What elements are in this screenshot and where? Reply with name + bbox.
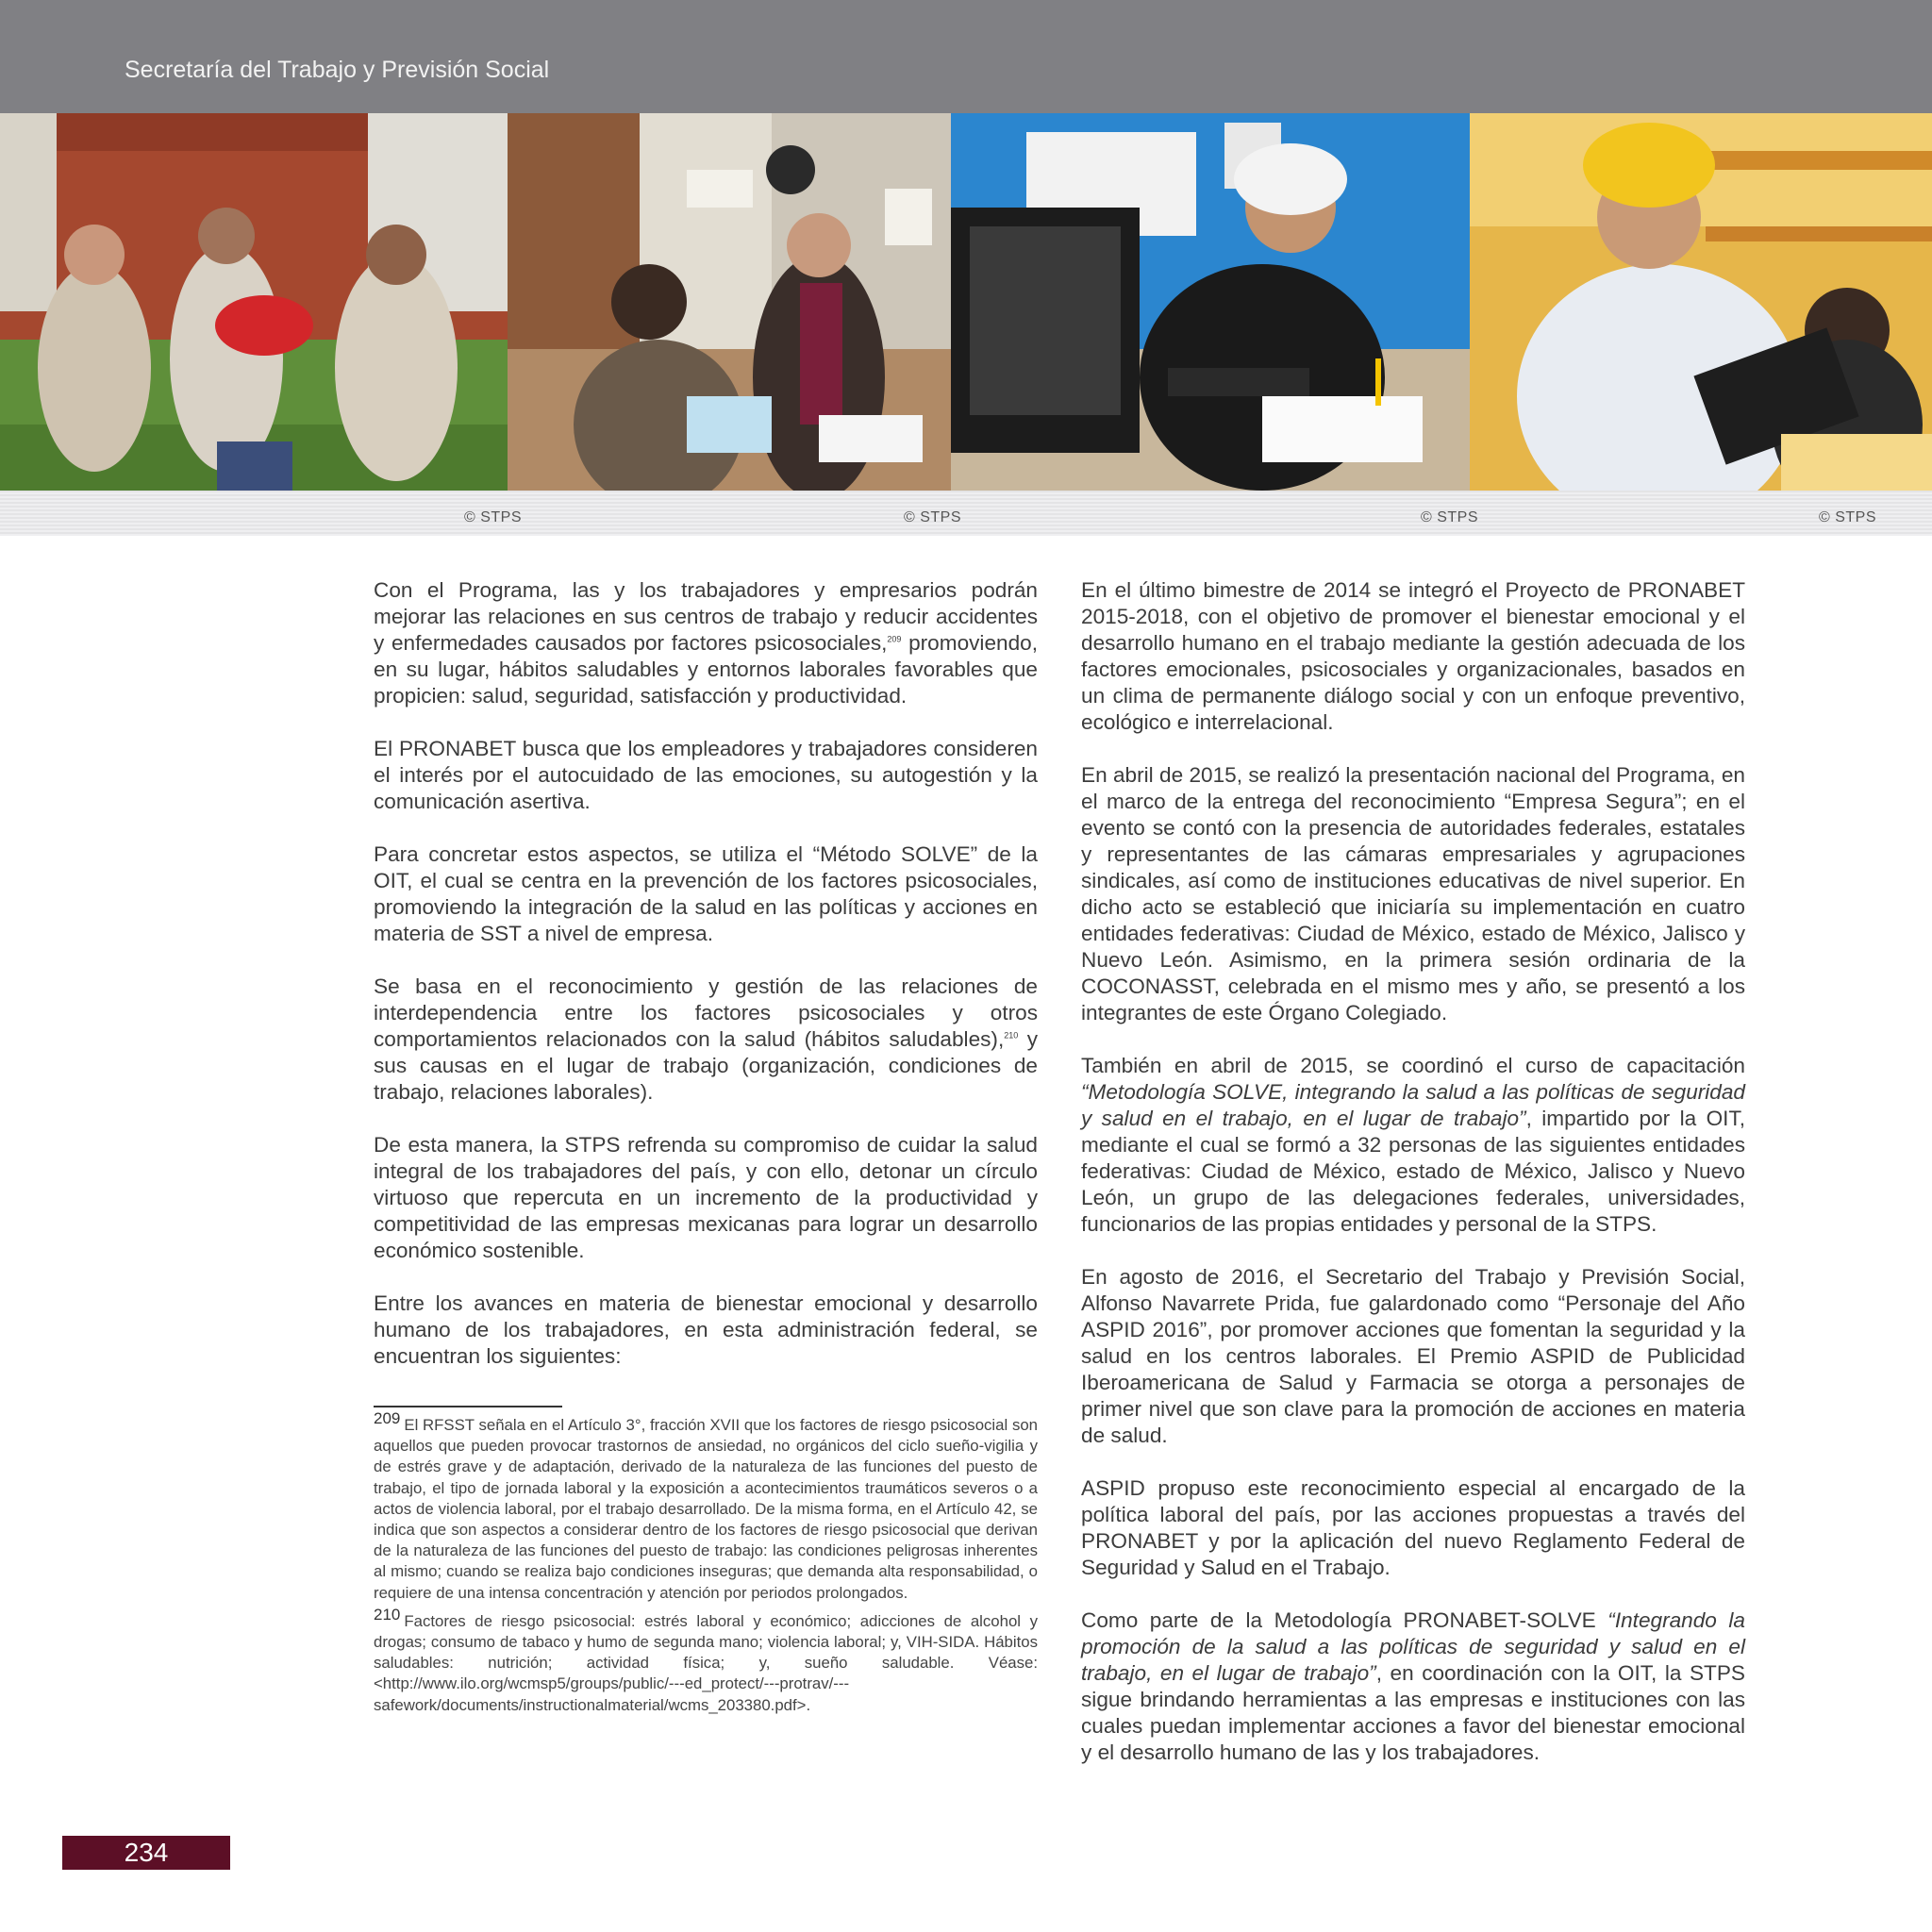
paragraph: El PRONABET busca que los empleadores y trabajadores consideren el interés por el autocuidado de las emociones, su autogestión y la comunicación asertiva. [374, 737, 1038, 813]
photo-handshake [0, 113, 508, 491]
footnote-ref: 210 [1004, 1030, 1019, 1041]
photo-strip [0, 113, 1932, 491]
paragraph: ASPID propuso este reconocimiento especial al encargado de la política laboral del país, por las acciones propuestas a través del PRONABET y por la aplicación del nuevo Reglamento Federal de Seguridad y Salud en el Trabajo. [1081, 1476, 1745, 1579]
photo-hardhat-worker [1470, 113, 1932, 491]
page-header [0, 0, 1932, 113]
footnote [374, 1606, 1038, 1716]
footnote-number: 210 [374, 1606, 401, 1624]
photo-credits-bar [0, 491, 1932, 536]
paragraph: Se basa en el reconocimiento y gestión de las relaciones de interdependencia entre los factores psicosociales y otros comportamientos relacionados con la salud (hábitos saludables),$^{210}$ y sus causas en el lugar de trabajo (organización, condiciones de trabajo, relaciones laborales). [374, 974, 1038, 1104]
photo-credit: © STPS [904, 509, 962, 525]
paragraph: En el último bimestre de 2014 se integró el Proyecto de PRONABET 2015-2018, con el objetivo de promover el bienestar emocional y el desarrollo humano en el trabajo mediante la gestión adecuada de los factores emocionales, psicosociales y organizacionales, basados en un clima de permanente diálogo social y con un enfoque preventivo, ecológico e interrelacional. [1081, 578, 1745, 734]
page-number: 234 [124, 1838, 169, 1867]
paragraph: En abril de 2015, se realizó la presentación nacional del Programa, en el marco de la entrega del reconocimiento “Empresa Segura”; en el evento se contó con la presencia de autoridades federales, estatales y representantes de las cámaras empresariales y agrupaciones sindicales, así como de instituciones educativas de nivel superior. En dicho acto se estableció que iniciaría su implementación en cuatro entidades federativas: Ciudad de México, estado de México, Jalisco y Nuevo León. Asimismo, en la primera sesión ordinaria de la COCONASST, celebrada en el mismo mes y año, se presentó a los integrantes de este Órgano Colegiado. [1081, 763, 1745, 1024]
footnote-text: El RFSST señala en el Artículo 3°, fracción XVII que los factores de riesgo psicosocial son aquellos que pueden provocar trastornos de ansiedad, no orgánicos del ciclo sueño-vigilia y de estrés grave y de adaptación, derivado de la naturaleza de las funciones del puesto de trabajo, el tipo de jornada laboral y la exposición a acontecimientos traumáticos severos o a actos de violencia laboral, por el trabajo desarrollado. De la misma forma, en el Artículo 42, se indica que son aspectos a considerar dentro de los factores de riesgo psicosocial que derivan de la naturaleza de las funciones del puesto de trabajo: las condiciones peligrosas inherentes al mismo; cuando se realiza bajo condiciones inseguras; que demanda alta responsabilidad, o requiere de una intensa concentración y atención por periodos prolongados. [374, 1416, 1038, 1602]
paragraph: En agosto de 2016, el Secretario del Trabajo y Previsión Social, Alfonso Navarrete Prida, fue galardonado como “Personaje del Año ASPID 2016”, por promover acciones que fomentan la seguridad y la salud en los centros laborales. El Premio ASPID de Publicidad Iberoamericana de Salud y Farmacia se otorga a personajes de primer nivel que son clave para la promoción de acciones en materia de salud. [1081, 1265, 1745, 1447]
paragraph: Con el Programa, las y los trabajadores y empresarios podrán mejorar las relaciones en sus centros de trabajo y reducir accidentes y enfermedades causados por factores psicosociales,$^{209}$ promoviendo, en su lugar, hábitos saludables y entornos laborales favorables que propicien: salud, seguridad, satisfacción y productividad. [374, 578, 1038, 708]
paragraph: También en abril de 2015, se coordinó el curso de capacitación “Metodología SOLVE, integrando la salud a las políticas de seguridad y salud en el trabajo, en el lugar de trabajo”, impartido por la OIT, mediante el cual se formó a 32 personas de las siguientes entidades federativas: Ciudad de México, estado de México, Jalisco y Nuevo León, un grupo de las delegaciones federales, universidades, funcionarios de las propias entidades y personal de la STPS. [1081, 1054, 1745, 1236]
photo-credit: © STPS [464, 509, 523, 525]
paragraph: Para concretar estos aspectos, se utiliza el “Método SOLVE” de la OIT, el cual se centra en la prevención de los factores psicosociales, promoviendo la integración de la salud en las políticas y acciones en materia de SST a nivel de empresa. [374, 842, 1038, 945]
footnote-ref: 209 [887, 634, 902, 644]
left-column [374, 577, 1038, 1396]
footnote [374, 1409, 1038, 1604]
footnotes [374, 1409, 1038, 1724]
right-column [1081, 577, 1745, 1792]
footnote-number: 209 [374, 1409, 401, 1428]
paragraph: Como parte de la Metodología PRONABET-SOLVE “Integrando la promoción de la salud a las políticas de seguridad y salud en el trabajo, en el lugar de trabajo”, en coordinación con la OIT, la STPS sigue brindando herramientas a las empresas e instituciones con las cuales puedan implementar acciones a favor del bienestar emocional y el desarrollo humano de las y los trabajadores. [1081, 1608, 1745, 1764]
paragraph: Entre los avances en materia de bienestar emocional y desarrollo humano de los trabajadores, en esta administración federal, se encuentran los siguientes: [374, 1291, 1038, 1368]
footnote-text: Factores de riesgo psicosocial: estrés laboral y económico; adicciones de alcohol y drogas; consumo de tabaco y humo de segunda mano; violencia laboral; y, VIH-SIDA. Hábitos saludables: nutrición; actividad física; y, sueño saludable. Véase: <http://www.ilo.org/wcmsp5/groups/public/---ed_protect/---protrav/---safework/documents/instructionalmaterial/wcms_203380.pdf>. [374, 1611, 1038, 1714]
photo-office-desk [508, 113, 951, 491]
header-title: Secretaría del Trabajo y Previsión Social [125, 57, 550, 83]
paragraph: De esta manera, la STPS refrenda su compromiso de cuidar la salud integral de los trabajadores del país, y con ello, detonar un círculo virtuoso que repercuta en un incremento de la productividad y competitividad de las empresas mexicanas para lograr un desarrollo económico sostenible. [374, 1133, 1038, 1262]
photo-credit: © STPS [1819, 509, 1877, 525]
photo-credit: © STPS [1421, 509, 1479, 525]
photo-computer-worker [951, 113, 1470, 491]
footnote-divider [374, 1406, 562, 1407]
